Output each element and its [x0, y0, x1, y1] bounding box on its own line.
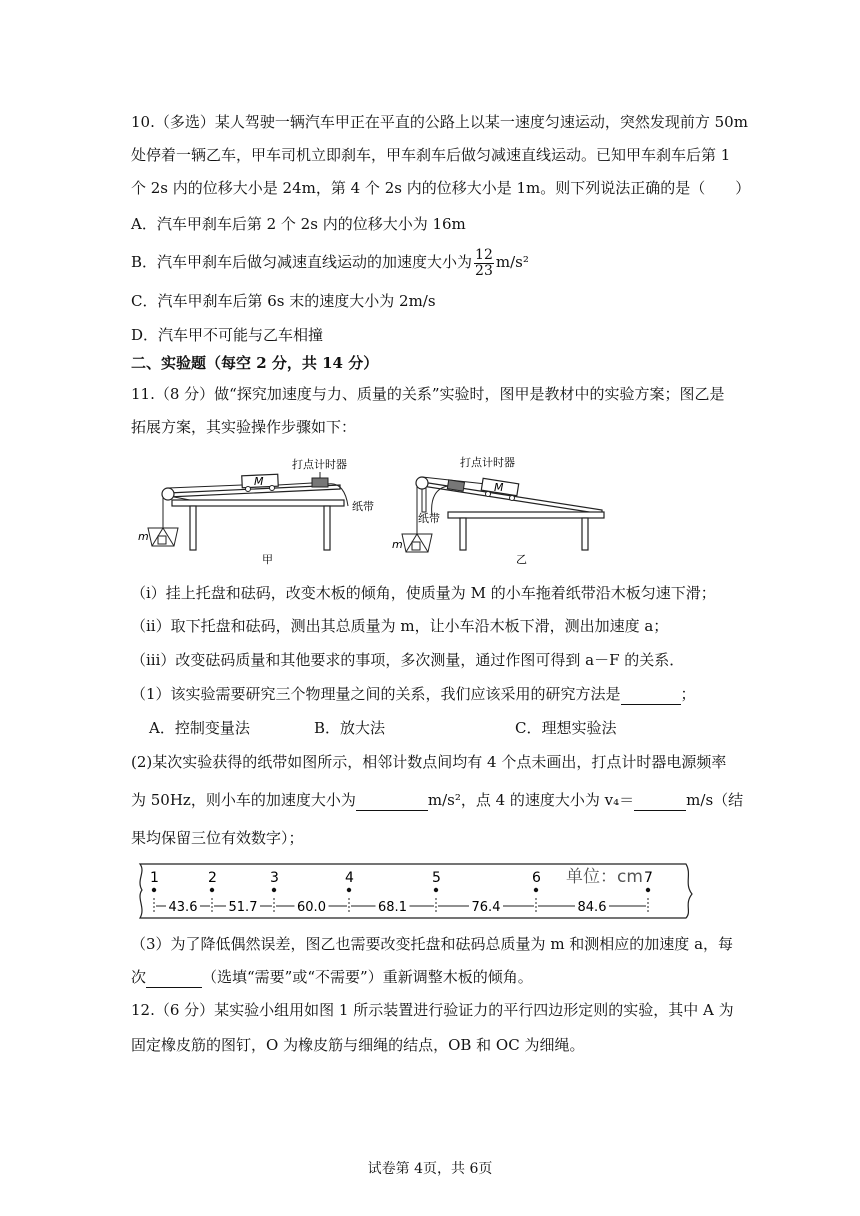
- q10-option-c: C．汽车甲刹车后第 6s 末的速度大小为 2m/s: [131, 292, 436, 310]
- q11-sub1-text: （1）该实验需要研究三个物理量之间的关系，我们应该采用的研究方法是: [131, 685, 621, 703]
- choice-b: B．放大法: [314, 719, 386, 737]
- choice-a: A．控制变量法: [149, 719, 250, 737]
- q11-sub2-line-1: (2)某次实验获得的纸带如图所示，相邻计数点间均有 4 个点未画出，打点计时器电源频率: [131, 753, 727, 771]
- tape-point-dot: [347, 888, 351, 892]
- jia-cart-label: M: [254, 475, 264, 488]
- tape-point-label: 3: [270, 870, 279, 886]
- paper-tape-figure: [136, 860, 698, 922]
- tape-unit-label: 单位：cm: [566, 867, 643, 887]
- jia-tape-label: 纸带: [352, 500, 374, 513]
- q11-sub2-line-2: [131, 790, 743, 811]
- tape-distance-label: 60.0: [297, 900, 326, 915]
- yi-mass-label: m: [392, 538, 403, 551]
- tape-point-dot: [210, 888, 214, 892]
- yi-cart-label: M: [494, 481, 504, 494]
- tape-point-label: 5: [432, 870, 441, 886]
- q10-line-1: 10.（多选）某人驾驶一辆汽车甲正在平直的公路上以某一速度匀速运动，突然发现前方 50m: [131, 113, 748, 131]
- yi-caption: 乙: [516, 553, 527, 566]
- answer-blank-velocity[interactable]: [634, 790, 686, 811]
- q10-option-a: A．汽车甲刹车后第 2 个 2s 内的位移大小为 16m: [131, 215, 466, 233]
- q10-line-3: 个 2s 内的位移大小是 24m，第 4 个 2s 内的位移大小是 1m。则下列说法正确的是（ ）: [131, 179, 751, 197]
- tape-point-label: 4: [345, 870, 354, 886]
- jia-caption: 甲: [262, 553, 273, 566]
- tape-point-label: 1: [150, 870, 159, 886]
- tape-distance-label: 51.7: [228, 900, 258, 915]
- q11-choices: [149, 718, 616, 738]
- q11-sub3-text-a: 次: [131, 968, 147, 986]
- figure-yi: [392, 455, 604, 566]
- q10-line-2: 处停着一辆乙车，甲车司机立即刹车，甲车刹车后做匀减速直线运动。已知甲车刹车后第 1: [131, 146, 731, 164]
- tape-point-label: 6: [532, 870, 541, 886]
- q11-sub1-end: ；: [680, 685, 696, 703]
- tape-distance-label: 84.6: [577, 900, 607, 915]
- yi-tape-label: 纸带: [418, 512, 440, 525]
- q10-option-b: [131, 244, 529, 280]
- q11-sub2-text-b: m/s²，点 4 的速度大小为 v₄＝: [427, 791, 635, 809]
- page-footer: 试卷第 4页，共 6页: [367, 1161, 493, 1177]
- q11-step-1: （i）挂上托盘和砝码，改变木板的倾角，使质量为 M 的小车拖着纸带沿木板匀速下滑；: [131, 584, 716, 602]
- q11-sub2-text-a: 为 50Hz，则小车的加速度大小为: [131, 791, 356, 809]
- tape-point-dot: [434, 888, 438, 892]
- q11-sub1: [131, 684, 696, 705]
- q12-line-1: 12.（6 分）某实验小组用如图 1 所示装置进行验证力的平行四边形定则的实验，其中 A 为: [131, 1001, 734, 1019]
- tape-distance-label: 43.6: [168, 900, 198, 915]
- fraction-denominator: 23: [475, 262, 493, 279]
- tape-point-label: 7: [644, 870, 653, 886]
- tape-point-label: 2: [208, 870, 217, 886]
- q11-line-2: 拓展方案，其实验操作步骤如下：: [131, 418, 357, 436]
- figure-jia: [138, 457, 374, 566]
- q11-sub3-line-1: （3）为了降低偶然误差，图乙也需要改变托盘和砝码总质量为 m 和测相应的加速度 a，每: [131, 935, 734, 953]
- q11-sub2-text-c: m/s（结: [686, 791, 744, 809]
- q10-option-b-unit: m/s²: [495, 253, 529, 271]
- choice-c: C．理想实验法: [515, 719, 617, 737]
- q10-option-b-text: B．汽车甲刹车后做匀减速直线运动的加速度大小为: [131, 253, 473, 271]
- experiment-figure: [130, 448, 610, 570]
- q11-step-2: （ii）取下托盘和砝码，测出其总质量为 m，让小车沿木板下滑，测出加速度 a；: [131, 617, 669, 635]
- fraction: [474, 248, 494, 279]
- q11-sub3-line-2: [131, 967, 533, 988]
- tape-distance-label: 68.1: [378, 900, 407, 915]
- answer-blank-need[interactable]: [146, 967, 202, 988]
- tape-point-dot: [152, 888, 156, 892]
- fraction-numerator: 12: [475, 246, 493, 263]
- tape-point-dot: [646, 888, 650, 892]
- tape-point-dot: [272, 888, 276, 892]
- answer-blank[interactable]: [621, 684, 681, 705]
- q10-option-d: D．汽车甲不可能与乙车相撞: [131, 326, 324, 344]
- q12-line-2: 固定橡皮筋的图钉，O 为橡皮筋与细绳的结点，OB 和 OC 为细绳。: [131, 1036, 585, 1054]
- answer-blank-acceleration[interactable]: [356, 790, 428, 811]
- q11-sub2-line-3: 果均保留三位有效数字）；: [131, 829, 304, 847]
- q11-step-3: （iii）改变砝码质量和其他要求的事项，多次测量，通过作图可得到 a－F 的关系．: [131, 651, 685, 669]
- tape-distance-label: 76.4: [471, 900, 501, 915]
- yi-timer-label: 打点计时器: [460, 456, 515, 469]
- jia-timer-label: 打点计时器: [292, 458, 347, 471]
- tape-point-dot: [534, 888, 538, 892]
- q11-line-1: 11.（8 分）做“探究加速度与力、质量的关系”实验时，图甲是教材中的实验方案；图乙是: [131, 385, 725, 403]
- section-heading: 二、实验题（每空 2 分，共 14 分）: [131, 354, 379, 372]
- jia-mass-label: m: [138, 530, 149, 543]
- q11-sub3-text-b: （选填“需要”或“不需要”）重新调整木板的倾角。: [202, 968, 533, 986]
